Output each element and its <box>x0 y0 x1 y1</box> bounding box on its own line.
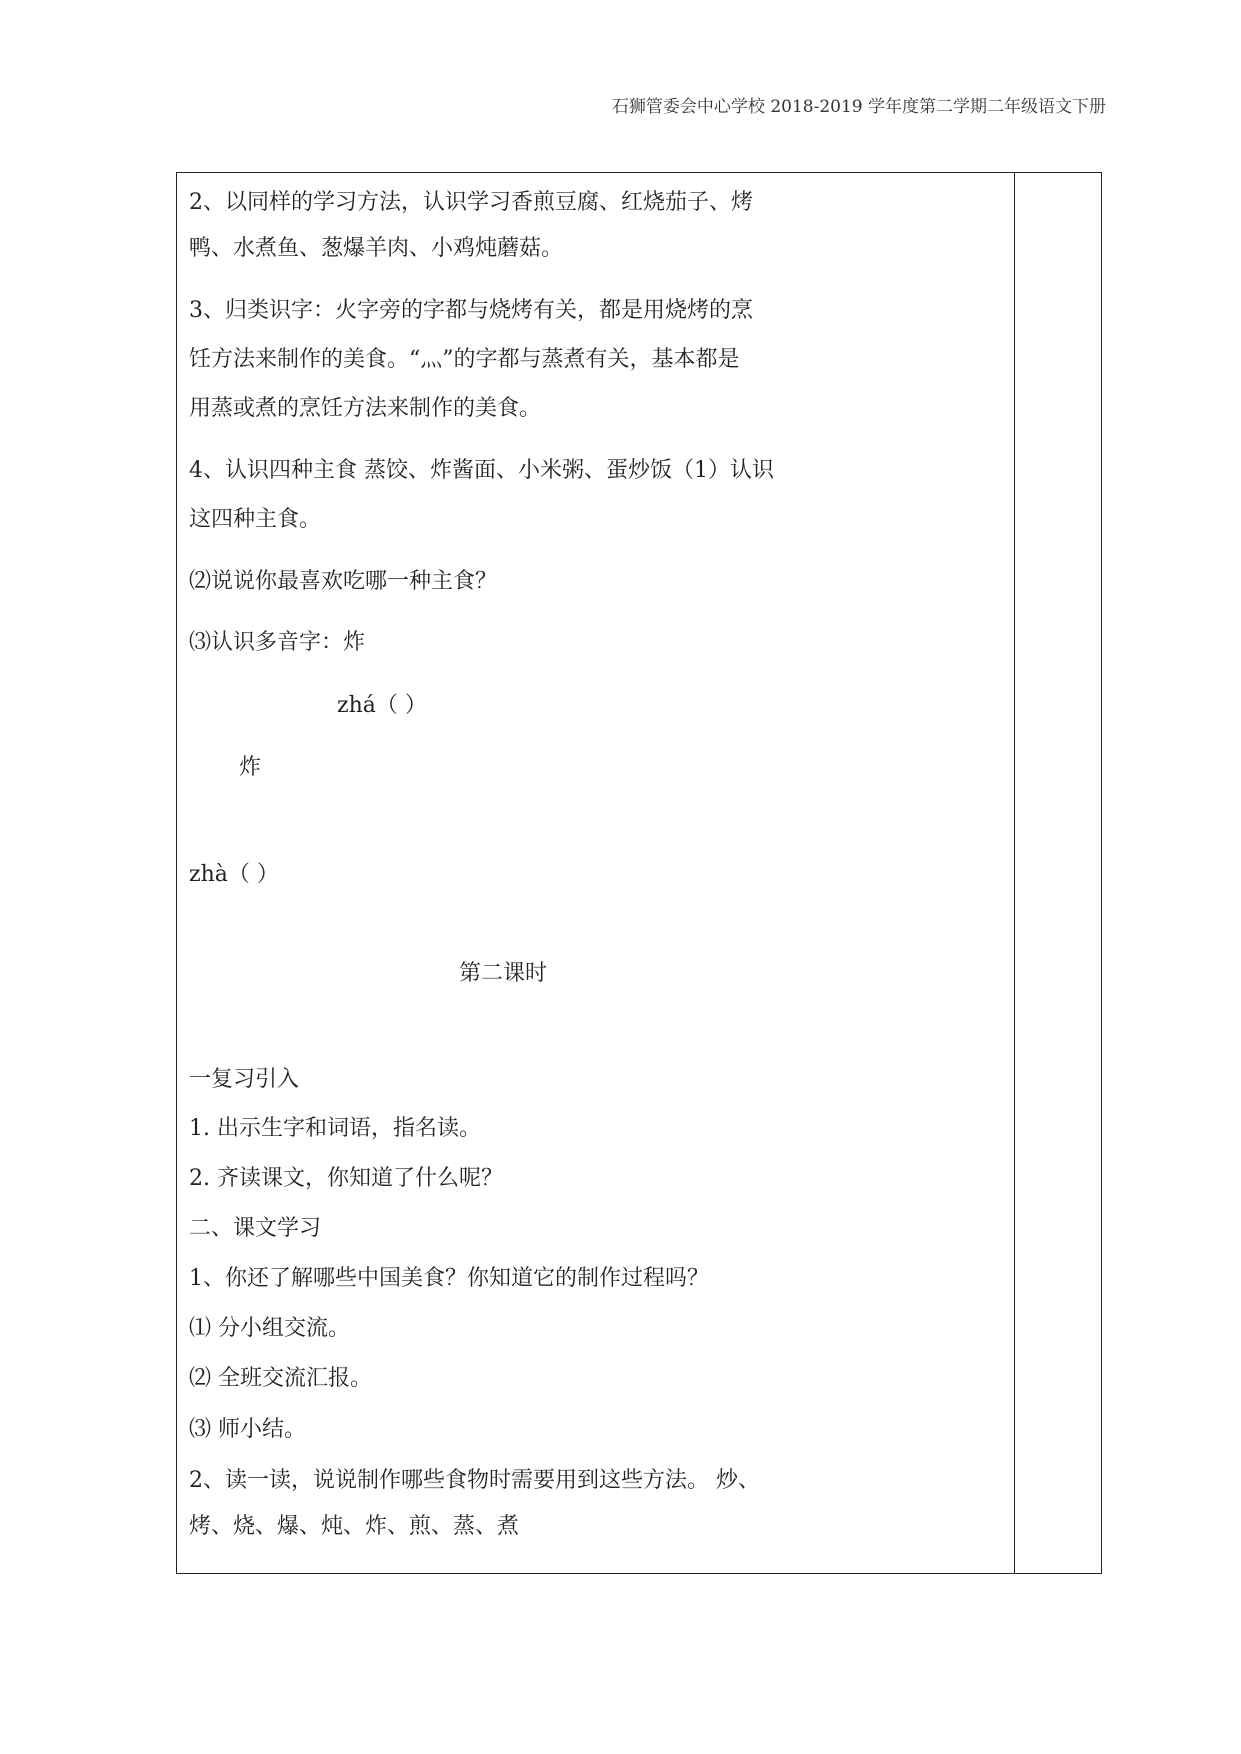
text-line: 一复习引入 <box>189 1067 300 1092</box>
text-line: 鸭、水煮鱼、葱爆羊肉、小鸡炖蘑菇。 <box>189 236 564 261</box>
text-line: 二、课文学习 <box>189 1216 322 1241</box>
column-divider <box>1014 173 1015 1573</box>
pinyin-zha4: zhà（ ） <box>189 862 279 887</box>
page-header: 石狮管委会中心学校 2018-2019 学年度第二学期二年级语文下册 <box>611 97 1106 117</box>
polyphonic-character: 炸 <box>239 755 262 780</box>
text-line: ⑶认识多音字：炸 <box>189 630 366 655</box>
text-line: 2. 齐读课文，你知道了什么呢？ <box>189 1166 503 1191</box>
text-line: 烤、烧、爆、炖、炸、煎、蒸、煮 <box>189 1514 520 1539</box>
text-line: 4、认识四种主食 蒸饺、炸酱面、小米粥、蛋炒饭（1）认识 <box>189 458 774 483</box>
text-line: 1、你还了解哪些中国美食？你知道它的制作过程吗？ <box>189 1266 709 1291</box>
lesson-table <box>176 172 1102 1574</box>
text-line: 饪方法来制作的美食。“灬”的字都与蒸煮有关，基本都是 <box>189 347 740 372</box>
text-line: 用蒸或煮的烹饪方法来制作的美食。 <box>189 396 542 421</box>
text-line: ⑶ 师小结。 <box>189 1417 306 1442</box>
text-line: 1. 出示生字和词语，指名读。 <box>189 1116 481 1141</box>
pinyin-zha2: zhá（ ） <box>337 693 427 718</box>
section-title: 第二课时 <box>459 961 548 986</box>
text-line: ⑵说说你最喜欢吃哪一种主食？ <box>189 569 498 594</box>
text-line: 这四种主食。 <box>189 507 322 532</box>
text-line: ⑴ 分小组交流。 <box>189 1316 350 1341</box>
text-line: 3、归类识字：火字旁的字都与烧烤有关，都是用烧烤的烹 <box>189 298 753 323</box>
text-line: ⑵ 全班交流汇报。 <box>189 1366 372 1391</box>
text-line: 2、以同样的学习方法，认识学习香煎豆腐、红烧茄子、烤 <box>189 190 753 215</box>
text-line: 2、读一读，说说制作哪些食物时需要用到这些方法。 炒、 <box>189 1468 760 1493</box>
